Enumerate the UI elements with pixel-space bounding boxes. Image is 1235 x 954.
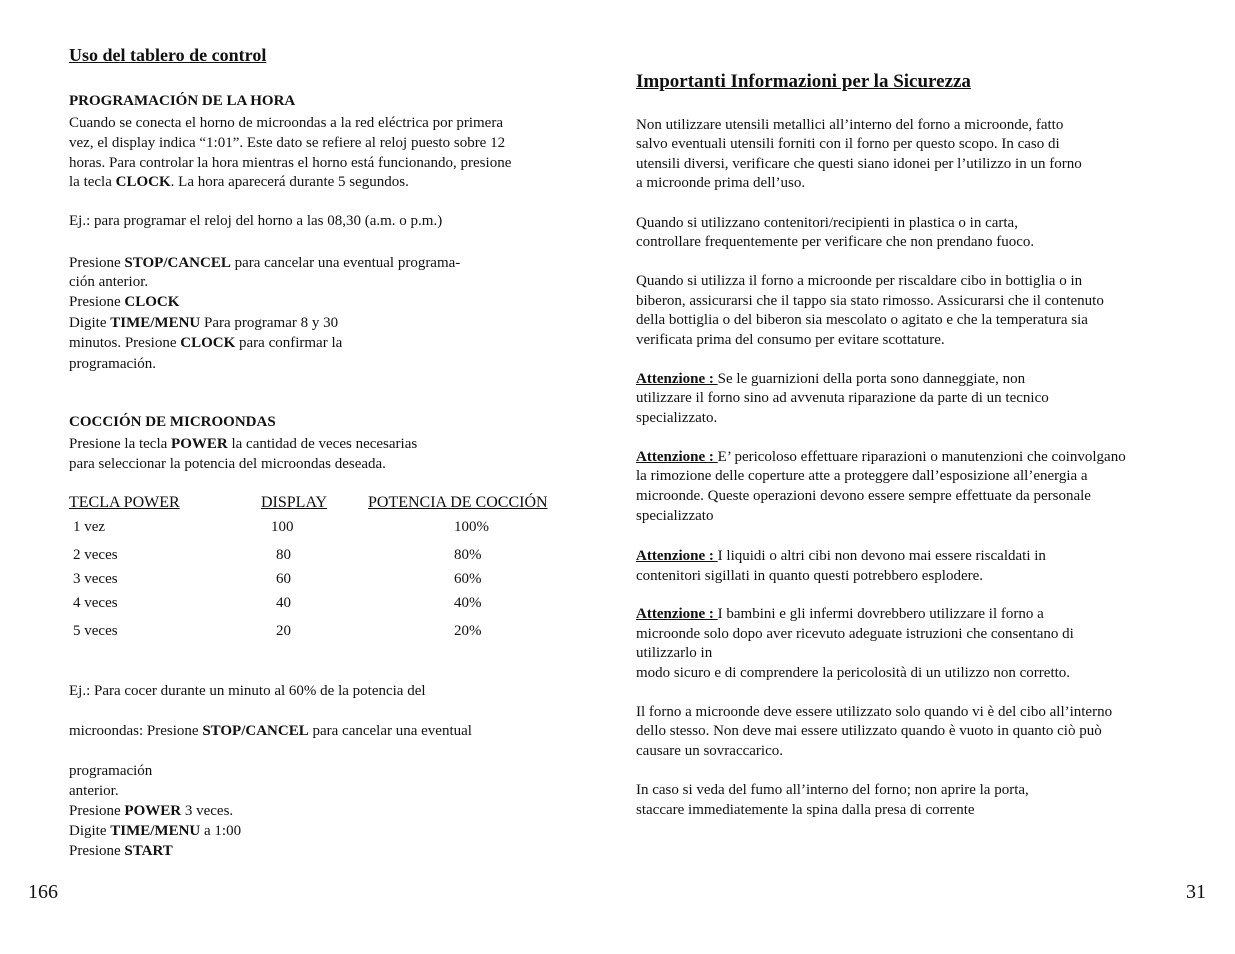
clock-step: minutos. Presione CLOCK para confirmar la [69,335,343,351]
clock-key-label: CLOCK [124,294,180,310]
attention-line: la rimozione delle coperture atte a proteggere dall’esposizione all’energia a [636,468,1088,484]
time-menu-key-label: TIME/MENU [110,315,201,331]
table-cell: 4 veces [73,595,118,611]
clock-example: Ej.: para programar el reloj del horno a las 08,30 (a.m. o p.m.) [69,213,443,229]
clock-step: Digite TIME/MENU Para programar 8 y 30 [69,315,339,331]
safety-paragraph-line: Non utilizzare utensili metallici all’interno del forno a microonde, fatto [636,117,1064,133]
attention-label: Attenzione : [636,548,718,564]
left-page-number: 166 [28,881,58,903]
safety-paragraph-line: causare un sovraccarico. [636,743,783,759]
clock-step-cont: ción anterior. [69,274,149,290]
attention-line: Attenzione : Se le guarnizioni della porta sono danneggiate, non [636,371,1026,387]
table-cell: 60 [276,571,291,587]
clock-heading: PROGRAMACIÓN DE LA HORA [69,93,296,109]
stop-cancel-key-label: STOP/CANCEL [124,255,231,271]
table-cell: 20 [276,623,291,639]
table-cell: 100 [271,519,294,535]
cooking-heading: COCCIÓN DE MICROONDAS [69,414,276,430]
table-cell: 80 [276,547,291,563]
attention-label: Attenzione : [636,449,718,465]
table-cell: 100% [454,519,489,535]
example2-line: Digite TIME/MENU a 1:00 [69,823,242,839]
clock-paragraph-line: vez, el display indica “1:01”. Este dato se refiere al reloj puesto sobre 12 [69,135,506,151]
clock-key-label: CLOCK [180,335,236,351]
example2-line: anterior. [69,783,119,799]
safety-paragraph-line: dello stesso. Non deve mai essere utilizzato quando è vuoto in quanto ciò può [636,723,1102,739]
safety-paragraph-line: staccare immediatemente la spina dalla presa di corrente [636,802,975,818]
attention-line: contenitori sigillati in quanto questi potrebbero esplodere. [636,568,983,584]
attention-line: modo sicuro e di comprendere la pericolosità di un utilizzo non corretto. [636,665,1071,681]
attention-line: Attenzione : E’ pericoloso effettuare riparazioni o manutenzioni che coinvolgano [636,449,1126,465]
cooking-paragraph-line: Presione la tecla POWER la cantidad de veces necesarias [69,436,418,452]
table-cell: 80% [454,547,482,563]
attention-line: microonde solo dopo aver ricevuto adeguate istruzioni che consentano di [636,626,1074,642]
example2-line: Presione POWER 3 veces. [69,803,234,819]
start-key-label: START [124,843,173,859]
clock-step: Presione STOP/CANCEL para cancelar una eventual programa- [69,255,461,271]
attention-line: microonde. Queste operazioni devono essere sempre effettuate da personale [636,488,1091,504]
table-header-display: DISPLAY [261,494,328,511]
clock-step-cont: programación. [69,356,157,372]
stop-cancel-key-label: STOP/CANCEL [202,723,309,739]
table-cell: 40 [276,595,291,611]
table-cell: 20% [454,623,482,639]
clock-paragraph-line: Cuando se conecta el horno de microondas a la red eléctrica por primera [69,115,503,131]
clock-paragraph-line: la tecla CLOCK. La hora aparecerá durante 5 segundos. [69,174,409,190]
table-header-power-key: TECLA POWER [69,494,180,511]
safety-paragraph-line: Quando si utilizza il forno a microonde per riscaldare cibo in bottiglia o in [636,273,1083,289]
clock-paragraph-line: horas. Para controlar la hora mientras el horno está funcionando, presione [69,155,512,171]
safety-paragraph-line: Il forno a microonde deve essere utilizzato solo quando vi è del cibo all’interno [636,704,1113,720]
safety-paragraph-line: controllare frequentemente per verificare che non prendano fuoco. [636,234,1035,250]
safety-paragraph-line: biberon, assicurarsi che il tappo sia stato rimosso. Assicurarsi che il contenuto [636,293,1104,309]
table-cell: 1 vez [73,519,106,535]
power-key-label: POWER [124,803,182,819]
right-page-title: Importanti Informazioni per la Sicurezza [636,71,971,92]
table-cell: 40% [454,595,482,611]
table-cell: 5 veces [73,623,118,639]
safety-paragraph-line: a microonde prima dell’uso. [636,175,806,191]
left-page-title: Uso del tablero de control [69,45,267,65]
table-cell: 60% [454,571,482,587]
attention-line: specializzato. [636,410,718,426]
example2-line: programación [69,763,153,779]
cooking-paragraph-line: para seleccionar la potencia del microondas deseada. [69,456,386,472]
table-cell: 3 veces [73,571,118,587]
table-header-power-level: POTENCIA DE COCCIÓN [368,494,548,511]
attention-line: Attenzione : I bambini e gli infermi dovrebbero utilizzare il forno a [636,606,1044,622]
example2-line: Presione START [69,843,173,859]
attention-line: utilizzare il forno sino ad avvenuta riparazione da parte di un tecnico [636,390,1049,406]
example2-line: microondas: Presione STOP/CANCEL para cancelar una eventual [69,723,472,739]
attention-label: Attenzione : [636,606,718,622]
safety-paragraph-line: utensili diversi, verificare che questi siano idonei per l’utilizzo in un forno [636,156,1082,172]
attention-label: Attenzione : [636,371,718,387]
example2-line: Ej.: Para cocer durante un minuto al 60% de la potencia del [69,683,426,699]
clock-key-label: CLOCK [115,174,171,190]
attention-line: specializzato [636,508,714,524]
table-cell: 2 veces [73,547,118,563]
safety-paragraph-line: verificata prima del consumo per evitare scottature. [636,332,945,348]
attention-line: utilizzarlo in [636,645,713,661]
time-menu-key-label: TIME/MENU [110,823,201,839]
right-page-number: 31 [1186,881,1206,903]
safety-paragraph-line: In caso si veda del fumo all’interno del forno; non aprire la porta, [636,782,1029,798]
clock-step: Presione CLOCK [69,294,180,310]
safety-paragraph-line: Quando si utilizzano contenitori/recipienti in plastica o in carta, [636,215,1018,231]
power-key-label: POWER [171,436,228,452]
safety-paragraph-line: salvo eventuali utensili forniti con il forno per questo scopo. In caso di [636,136,1060,152]
safety-paragraph-line: della bottiglia o del biberon sia mescolato o agitato e che la temperatura sia [636,312,1088,328]
attention-line: Attenzione : I liquidi o altri cibi non devono mai essere riscaldati in [636,548,1046,564]
